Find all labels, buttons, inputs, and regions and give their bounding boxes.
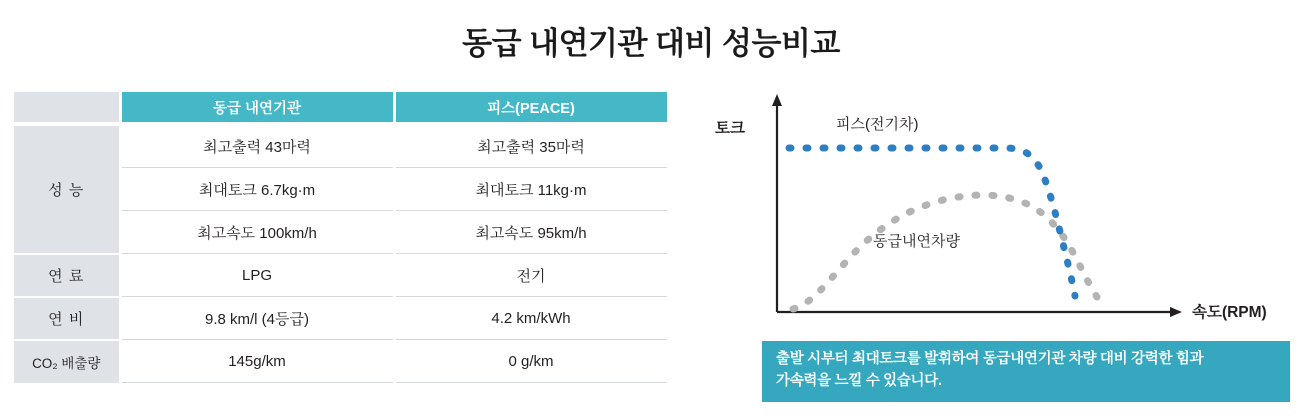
- row-label-co2: CO₂ 배출량: [14, 340, 120, 383]
- cell-peace-co2: 0 g/km: [394, 340, 668, 383]
- y-axis-label: 토크: [715, 120, 745, 137]
- page-title: 동급 내연기관 대비 성능비교: [462, 26, 840, 61]
- series-ice-curve: [793, 195, 1097, 309]
- table-header-blank: [14, 92, 120, 122]
- x-axis-arrow: [1170, 307, 1182, 317]
- table-header-peace: 피스(PEACE): [394, 92, 668, 122]
- table-header-ice: 동급 내연기관: [120, 92, 394, 122]
- table-row: [14, 297, 668, 340]
- row-label-fuel: 연 료: [14, 254, 120, 297]
- x-axis-label: 속도(RPM): [1192, 304, 1267, 321]
- cell-peace-max-speed: 최고속도 95km/h: [394, 211, 668, 254]
- caption-line-1: 출발 시부터 최대토크를 발휘하여 동급내연기관 차량 대비 강력한 힘과: [776, 351, 1204, 367]
- series-label-peace: 피스(전기차): [836, 116, 919, 133]
- cell-ice-co2: 145g/km: [120, 340, 394, 383]
- torque-speed-chart: [705, 88, 1290, 348]
- cell-ice-max-speed: 최고속도 100km/h: [120, 211, 394, 254]
- cell-ice-max-torque: 최대토크 6.7kg·m: [120, 168, 394, 211]
- cell-peace-efficiency: 4.2 km/kWh: [394, 297, 668, 340]
- caption-line-2: 가속력을 느낄 수 있습니다.: [776, 372, 942, 389]
- y-axis-arrow: [772, 94, 782, 106]
- row-label-performance: 성 능: [14, 125, 120, 254]
- series-label-ice: 동급내연차량: [873, 233, 960, 250]
- table-header-row: [14, 92, 668, 122]
- spec-comparison-table: [14, 92, 670, 383]
- cell-peace-max-torque: 최대토크 11kg·m: [394, 168, 668, 211]
- table-row: [14, 340, 668, 383]
- cell-ice-fuel: LPG: [120, 254, 394, 297]
- cell-peace-max-power: 최고출력 35마력: [394, 125, 668, 168]
- table-row: [14, 254, 668, 297]
- caption-box: [762, 341, 1290, 402]
- table-row: [14, 125, 668, 168]
- cell-ice-max-power: 최고출력 43마력: [120, 125, 394, 168]
- row-label-efficiency: 연 비: [14, 297, 120, 340]
- cell-ice-efficiency: 9.8 km/l (4등급): [120, 297, 394, 340]
- cell-peace-fuel: 전기: [394, 254, 668, 297]
